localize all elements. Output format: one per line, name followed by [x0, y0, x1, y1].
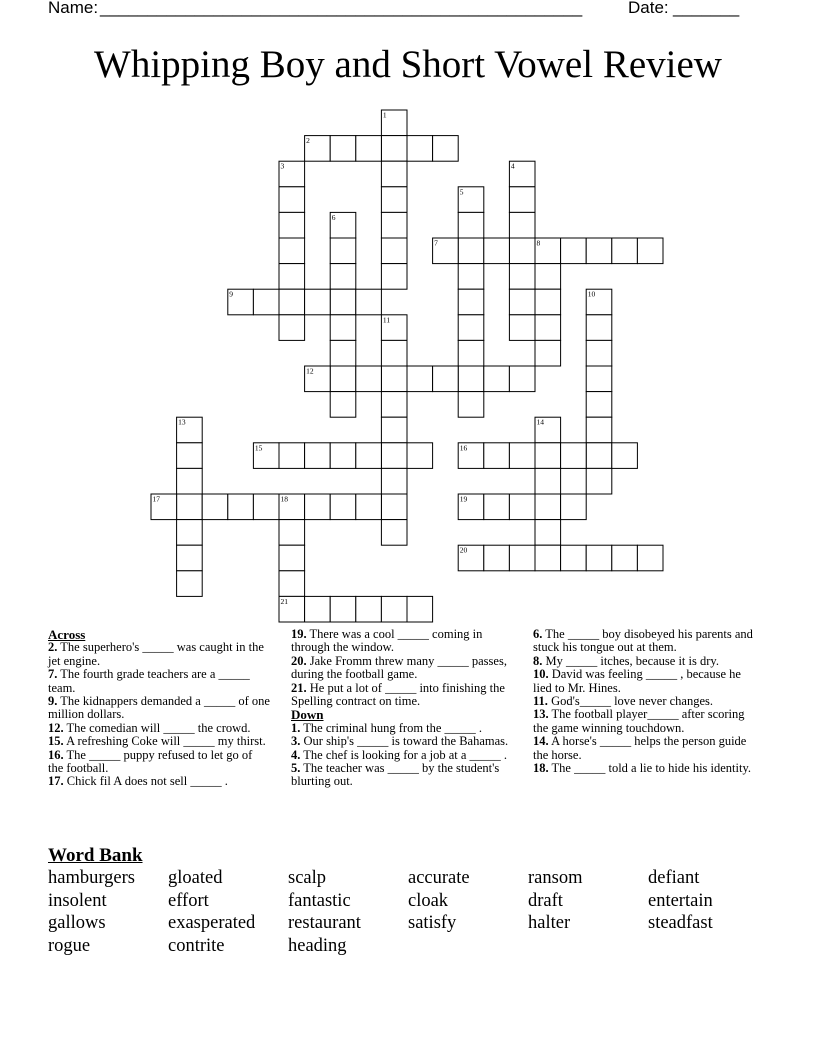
clue-number-label: 8 — [536, 238, 541, 248]
crossword-cell[interactable] — [612, 545, 638, 571]
clue-across-16: 16. The _____ puppy refused to let go of the football. — [48, 747, 253, 776]
clue-across-15: 15. A refreshing Coke will _____ my thirst. — [48, 734, 266, 749]
word-bank-item: exasperated — [168, 913, 256, 934]
crossword-cell[interactable] — [509, 366, 535, 392]
clue-across-12: 12. The comedian will _____ the crowd. — [48, 720, 251, 735]
crossword-cell[interactable] — [330, 264, 356, 290]
word-bank-item: entertain — [648, 890, 713, 911]
crossword-cell[interactable] — [509, 212, 535, 238]
word-bank-item: scalp — [288, 868, 327, 888]
name-label: Name: — [48, 0, 99, 17]
clue-across-9: 9. The kidnappers demanded a _____ of one million dollars. — [48, 694, 270, 722]
crossword-cell[interactable] — [535, 520, 561, 546]
date-label: Date: — [628, 0, 669, 17]
clue-number-label: 10 — [587, 289, 596, 299]
crossword-cell[interactable] — [535, 494, 561, 520]
crossword-cell[interactable] — [381, 494, 407, 520]
crossword-cell[interactable] — [253, 289, 279, 315]
crossword-cell[interactable] — [535, 468, 561, 494]
crossword-cell[interactable] — [330, 136, 356, 162]
crossword-cell[interactable] — [458, 289, 484, 315]
crossword-cell[interactable] — [484, 238, 510, 264]
crossword-cell[interactable] — [330, 443, 356, 469]
clue-number-label: 17 — [152, 494, 160, 504]
crossword-cell[interactable] — [509, 545, 535, 571]
across-heading: Across — [48, 627, 86, 642]
word-bank-item: halter — [528, 913, 571, 934]
word-bank-item: gallows — [48, 913, 106, 934]
crossword-cell[interactable] — [279, 212, 305, 238]
clue-down-4: 4. The chef is looking for a job at a _____ . — [291, 747, 508, 762]
crossword-cell[interactable] — [177, 443, 203, 469]
crossword-cell[interactable] — [637, 238, 663, 264]
clue-number-label: 6 — [331, 212, 336, 222]
word-bank-item: restaurant — [288, 913, 361, 934]
clue-number-label: 21 — [280, 596, 288, 606]
clue-number-label: 13 — [178, 417, 186, 427]
crossword-cell[interactable] — [381, 520, 407, 546]
crossword-cell[interactable] — [330, 392, 356, 418]
crossword-cell[interactable] — [458, 392, 484, 418]
crossword-cell[interactable] — [381, 392, 407, 418]
crossword-cell[interactable] — [484, 494, 510, 520]
word-bank-item: heading — [288, 935, 347, 956]
crossword-cell[interactable] — [586, 417, 612, 443]
crossword-cell[interactable] — [177, 520, 203, 546]
crossword-cell[interactable] — [535, 264, 561, 290]
word-bank-item: draft — [528, 890, 563, 911]
clue-number-label: 3 — [280, 161, 285, 171]
word-bank-item: defiant — [648, 868, 700, 888]
word-bank-item: fantastic — [288, 890, 351, 911]
crossword-cell[interactable] — [305, 494, 331, 520]
crossword-cell[interactable] — [279, 443, 305, 469]
crossword-cell[interactable] — [535, 545, 561, 571]
clue-number-label: 1 — [382, 110, 387, 120]
word-bank — [48, 867, 768, 957]
clue-across-19: 19. There was a cool _____ coming in through the window. — [291, 627, 483, 655]
word-bank-item: ransom — [528, 868, 583, 888]
word-bank-item: satisfy — [408, 913, 457, 934]
word-bank-item: accurate — [408, 868, 470, 888]
crossword-cell[interactable] — [535, 315, 561, 341]
clue-number-label: 5 — [459, 187, 464, 197]
crossword-cell[interactable] — [407, 596, 433, 622]
crossword-cell[interactable] — [407, 443, 433, 469]
clue-column-3 — [533, 628, 759, 775]
crossword-cell[interactable] — [330, 340, 356, 366]
crossword-cell[interactable] — [484, 366, 510, 392]
crossword-cell[interactable] — [356, 136, 382, 162]
crossword-cell[interactable] — [535, 289, 561, 315]
crossword-cell[interactable] — [279, 545, 305, 571]
crossword-cell[interactable] — [381, 238, 407, 264]
crossword-cell[interactable] — [509, 238, 535, 264]
clue-number-label: 14 — [536, 417, 544, 427]
crossword-cell[interactable] — [637, 545, 663, 571]
word-bank-item: steadfast — [648, 913, 713, 934]
word-bank-item: insolent — [48, 890, 107, 911]
clue-down-8: 8. My _____ itches, because it is dry. — [533, 653, 719, 668]
clue-column-2 — [291, 628, 513, 789]
crossword-cell[interactable] — [458, 264, 484, 290]
clue-number-label: 4 — [510, 161, 515, 171]
crossword-cell[interactable] — [458, 238, 484, 264]
clue-down-10: 10. David was feeling _____ , because he lied to Mr. Hines. — [533, 667, 741, 695]
word-bank-item: gloated — [168, 868, 223, 888]
crossword-cell[interactable] — [381, 264, 407, 290]
crossword-cell[interactable] — [279, 520, 305, 546]
crossword-cell[interactable] — [279, 289, 305, 315]
clue-across-2: 2. The superhero's _____ was caught in the jet engine. — [48, 640, 264, 668]
clue-down-1: 1. The criminal hung from the _____ . — [291, 720, 483, 735]
crossword-cell[interactable] — [586, 545, 612, 571]
crossword-cell[interactable] — [561, 494, 587, 520]
crossword-cell[interactable] — [407, 366, 433, 392]
crossword-cell[interactable] — [484, 545, 510, 571]
name-field-line[interactable]: ___________________________________________________ — [100, 0, 583, 17]
crossword-cell[interactable] — [279, 187, 305, 213]
crossword-cell[interactable] — [177, 494, 203, 520]
crossword-cell[interactable] — [509, 443, 535, 469]
crossword-cell[interactable] — [586, 238, 612, 264]
crossword-cell[interactable] — [305, 443, 331, 469]
crossword-cell[interactable] — [356, 366, 382, 392]
crossword-cell[interactable] — [381, 161, 407, 187]
crossword-cell[interactable] — [586, 443, 612, 469]
crossword-cell[interactable] — [458, 366, 484, 392]
crossword-cell[interactable] — [433, 366, 459, 392]
crossword-cell[interactable] — [381, 212, 407, 238]
crossword-cell[interactable] — [330, 494, 356, 520]
crossword-cell[interactable] — [202, 494, 228, 520]
crossword-cell[interactable] — [509, 187, 535, 213]
clue-down-6: 6. The _____ boy disobeyed his parents and stuck his tongue out at them. — [533, 627, 753, 655]
crossword-cell[interactable] — [381, 468, 407, 494]
crossword-cell[interactable] — [381, 596, 407, 622]
crossword-cell[interactable] — [356, 289, 382, 315]
crossword-cell[interactable] — [561, 545, 587, 571]
crossword-cell[interactable] — [458, 315, 484, 341]
crossword-cell[interactable] — [535, 443, 561, 469]
crossword-cell[interactable] — [177, 571, 203, 597]
clue-across-21: 21. He put a lot of _____ into finishing the Spelling contract on time. — [291, 680, 505, 709]
crossword-cell[interactable] — [535, 340, 561, 366]
crossword-cell[interactable] — [586, 366, 612, 392]
clue-down-3: 3. Our ship's _____ is toward the Bahamas. — [291, 734, 509, 749]
clue-across-20: 20. Jake Fromm threw many _____ passes, during the football game. — [291, 653, 507, 682]
clue-down-18: 18. The _____ told a lie to hide his identity. — [533, 761, 752, 776]
crossword-cell[interactable] — [356, 494, 382, 520]
clue-down-5: 5. The teacher was _____ by the student's blurting out. — [291, 761, 500, 789]
crossword-cell[interactable] — [279, 571, 305, 597]
crossword-cell[interactable] — [356, 596, 382, 622]
crossword-cell[interactable] — [177, 545, 203, 571]
crossword-cell[interactable] — [586, 315, 612, 341]
crossword-cell[interactable] — [407, 136, 433, 162]
crossword-cell[interactable] — [381, 187, 407, 213]
crossword-cell[interactable] — [586, 468, 612, 494]
crossword-cell[interactable] — [509, 289, 535, 315]
crossword-cell[interactable] — [330, 238, 356, 264]
clue-column-1 — [48, 628, 270, 789]
crossword-cell[interactable] — [433, 136, 459, 162]
crossword-cell[interactable] — [381, 340, 407, 366]
clue-number-label: 2 — [306, 136, 310, 146]
crossword-cell[interactable] — [177, 468, 203, 494]
crossword-cell[interactable] — [561, 238, 587, 264]
clue-number-label: 15 — [254, 443, 263, 453]
clue-down-11: 11. God's_____ love never changes. — [533, 694, 713, 709]
crossword-cell[interactable] — [509, 315, 535, 341]
crossword-cell[interactable] — [330, 596, 356, 622]
word-bank-title: Word Bank — [48, 845, 143, 866]
clue-across-7: 7. The fourth grade teachers are a _____ team. — [48, 667, 250, 695]
clue-number-label: 20 — [459, 545, 468, 555]
crossword-cell[interactable] — [305, 289, 331, 315]
crossword-cell[interactable] — [330, 366, 356, 392]
clue-number-label: 16 — [459, 443, 468, 453]
crossword-cell[interactable] — [458, 340, 484, 366]
word-bank-item: effort — [168, 890, 209, 911]
word-bank-item: rogue — [48, 935, 91, 956]
crossword-cell[interactable] — [356, 443, 382, 469]
crossword-cell[interactable] — [586, 392, 612, 418]
crossword-cell[interactable] — [381, 417, 407, 443]
crossword-cell[interactable] — [509, 494, 535, 520]
crossword-cell[interactable] — [253, 494, 279, 520]
clue-across-17: 17. Chick fil A does not sell _____ . — [48, 774, 228, 789]
crossword-cell[interactable] — [509, 264, 535, 290]
word-bank-item: cloak — [408, 890, 449, 911]
word-bank-item: contrite — [168, 935, 225, 956]
crossword-cell[interactable] — [381, 366, 407, 392]
clue-down-13: 13. The football player_____ after scoring the game winning touchdown. — [533, 707, 745, 735]
clue-down-14: 14. A horse's _____ helps the person guide the horse. — [533, 734, 747, 762]
clue-number-label: 7 — [434, 238, 438, 248]
word-bank-item: hamburgers — [48, 868, 135, 888]
clue-number-label: 19 — [459, 494, 468, 504]
crossword-cell[interactable] — [458, 212, 484, 238]
crossword-cell[interactable] — [279, 264, 305, 290]
crossword-cell[interactable] — [228, 494, 254, 520]
crossword-cell[interactable] — [330, 289, 356, 315]
crossword-cell[interactable] — [484, 443, 510, 469]
crossword-cell[interactable] — [279, 238, 305, 264]
crossword-cell[interactable] — [612, 238, 638, 264]
crossword-cell[interactable] — [279, 315, 305, 341]
crossword-cell[interactable] — [561, 443, 587, 469]
page-title: Whipping Boy and Short Vowel Review — [94, 43, 722, 86]
down-heading: Down — [291, 707, 324, 723]
crossword-cell[interactable] — [381, 443, 407, 469]
crossword-cell[interactable] — [381, 136, 407, 162]
crossword-cell[interactable] — [612, 443, 638, 469]
crossword-cell[interactable] — [305, 596, 331, 622]
clue-number-label: 18 — [280, 494, 288, 504]
clue-number-label: 11 — [382, 315, 391, 325]
crossword-cell[interactable] — [586, 340, 612, 366]
date-field-line[interactable]: _______ — [673, 0, 740, 17]
clue-number-label: 12 — [306, 366, 314, 376]
crossword-cell[interactable] — [330, 315, 356, 341]
clue-number-label: 9 — [229, 289, 234, 299]
